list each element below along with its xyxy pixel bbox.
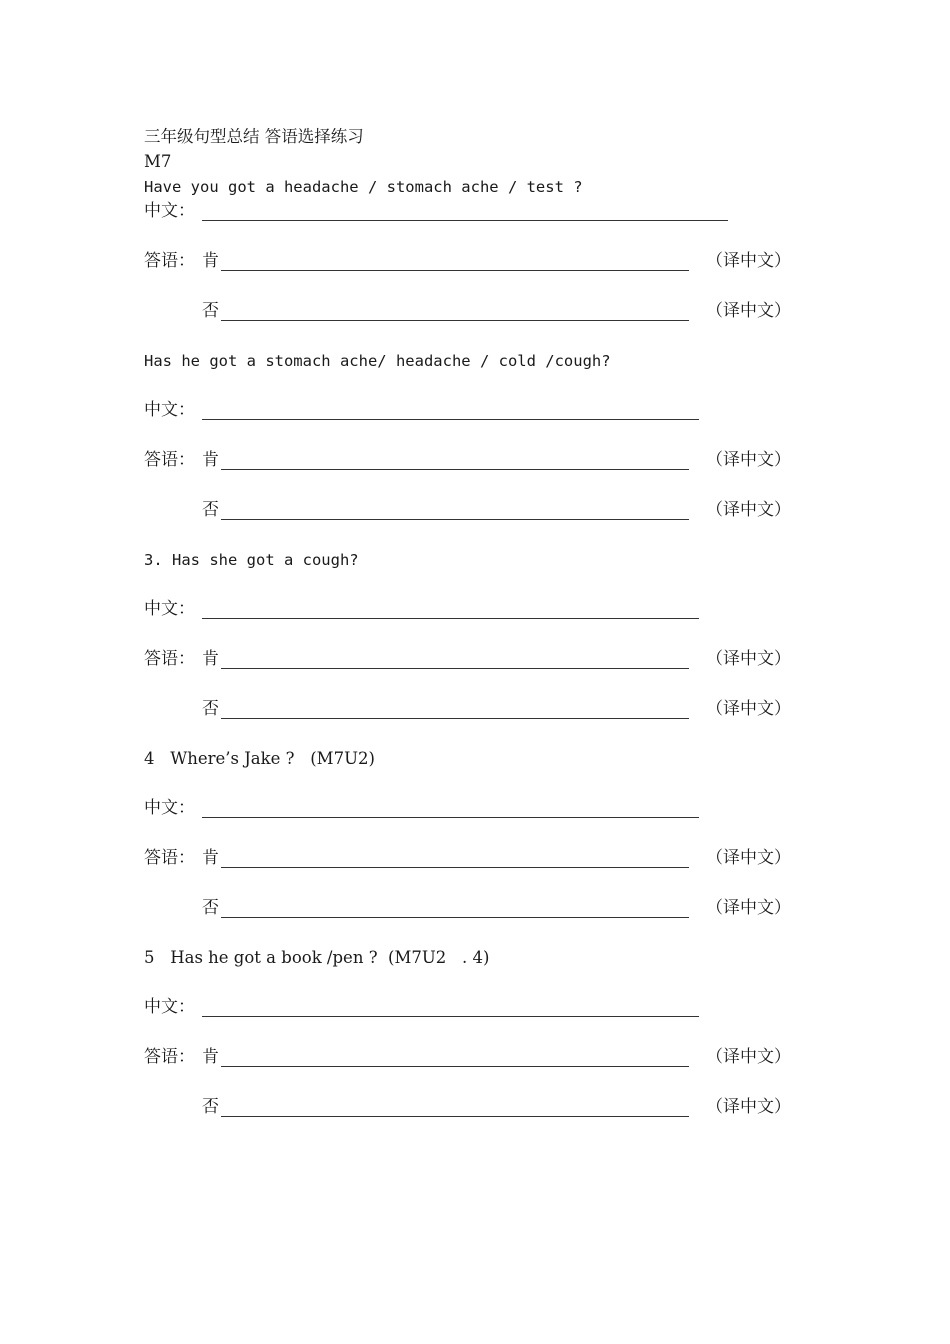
question-text: 4 Where’s Jake ? (M7U2)	[144, 749, 375, 768]
yes-answer-line[interactable]	[221, 1066, 689, 1067]
yes-label: 肯	[202, 649, 219, 669]
chinese-label: 中文：	[144, 997, 195, 1017]
translate-note: （译中文）	[706, 251, 791, 271]
no-label: 否	[202, 699, 219, 719]
chinese-label: 中文：	[144, 599, 195, 619]
chinese-answer-line[interactable]	[202, 419, 699, 420]
yes-answer-line[interactable]	[221, 867, 689, 868]
answer-label: 答语：	[144, 1047, 195, 1067]
yes-answer-line[interactable]	[221, 668, 689, 669]
translate-note: （译中文）	[706, 699, 791, 719]
no-label: 否	[202, 1097, 219, 1117]
no-label: 否	[202, 500, 219, 520]
page-title: 三年级句型总结 答语选择练习	[144, 127, 364, 146]
translate-note: （译中文）	[706, 848, 791, 868]
chinese-answer-line[interactable]	[202, 817, 699, 818]
question-text: Have you got a headache / stomach ache / test ?	[144, 178, 583, 196]
no-answer-line[interactable]	[221, 1116, 689, 1117]
answer-label: 答语：	[144, 848, 195, 868]
yes-answer-line[interactable]	[221, 270, 689, 271]
answer-label: 答语：	[144, 450, 195, 470]
question-text: Has he got a stomach ache/ headache / cold /cough?	[144, 352, 611, 370]
no-answer-line[interactable]	[221, 917, 689, 918]
yes-label: 肯	[202, 450, 219, 470]
chinese-label: 中文：	[144, 400, 195, 420]
yes-label: 肯	[202, 1047, 219, 1067]
question-text: 3. Has she got a cough?	[144, 551, 359, 569]
answer-label: 答语：	[144, 251, 195, 271]
translate-note: （译中文）	[706, 1047, 791, 1067]
translate-note: （译中文）	[706, 301, 791, 321]
yes-answer-line[interactable]	[221, 469, 689, 470]
chinese-answer-line[interactable]	[202, 1016, 699, 1017]
chinese-label: 中文：	[144, 798, 195, 818]
chinese-answer-line[interactable]	[202, 220, 728, 221]
translate-note: （译中文）	[706, 898, 791, 918]
yes-label: 肯	[202, 848, 219, 868]
no-label: 否	[202, 898, 219, 918]
translate-note: （译中文）	[706, 500, 791, 520]
chinese-answer-line[interactable]	[202, 618, 699, 619]
translate-note: （译中文）	[706, 1097, 791, 1117]
chinese-label: 中文：	[144, 201, 195, 221]
no-label: 否	[202, 301, 219, 321]
module-heading: M7	[144, 152, 172, 171]
no-answer-line[interactable]	[221, 718, 689, 719]
no-answer-line[interactable]	[221, 519, 689, 520]
no-answer-line[interactable]	[221, 320, 689, 321]
translate-note: （译中文）	[706, 450, 791, 470]
yes-label: 肯	[202, 251, 219, 271]
question-text: 5 Has he got a book /pen ? (M7U2 . 4)	[144, 948, 490, 967]
translate-note: （译中文）	[706, 649, 791, 669]
answer-label: 答语：	[144, 649, 195, 669]
